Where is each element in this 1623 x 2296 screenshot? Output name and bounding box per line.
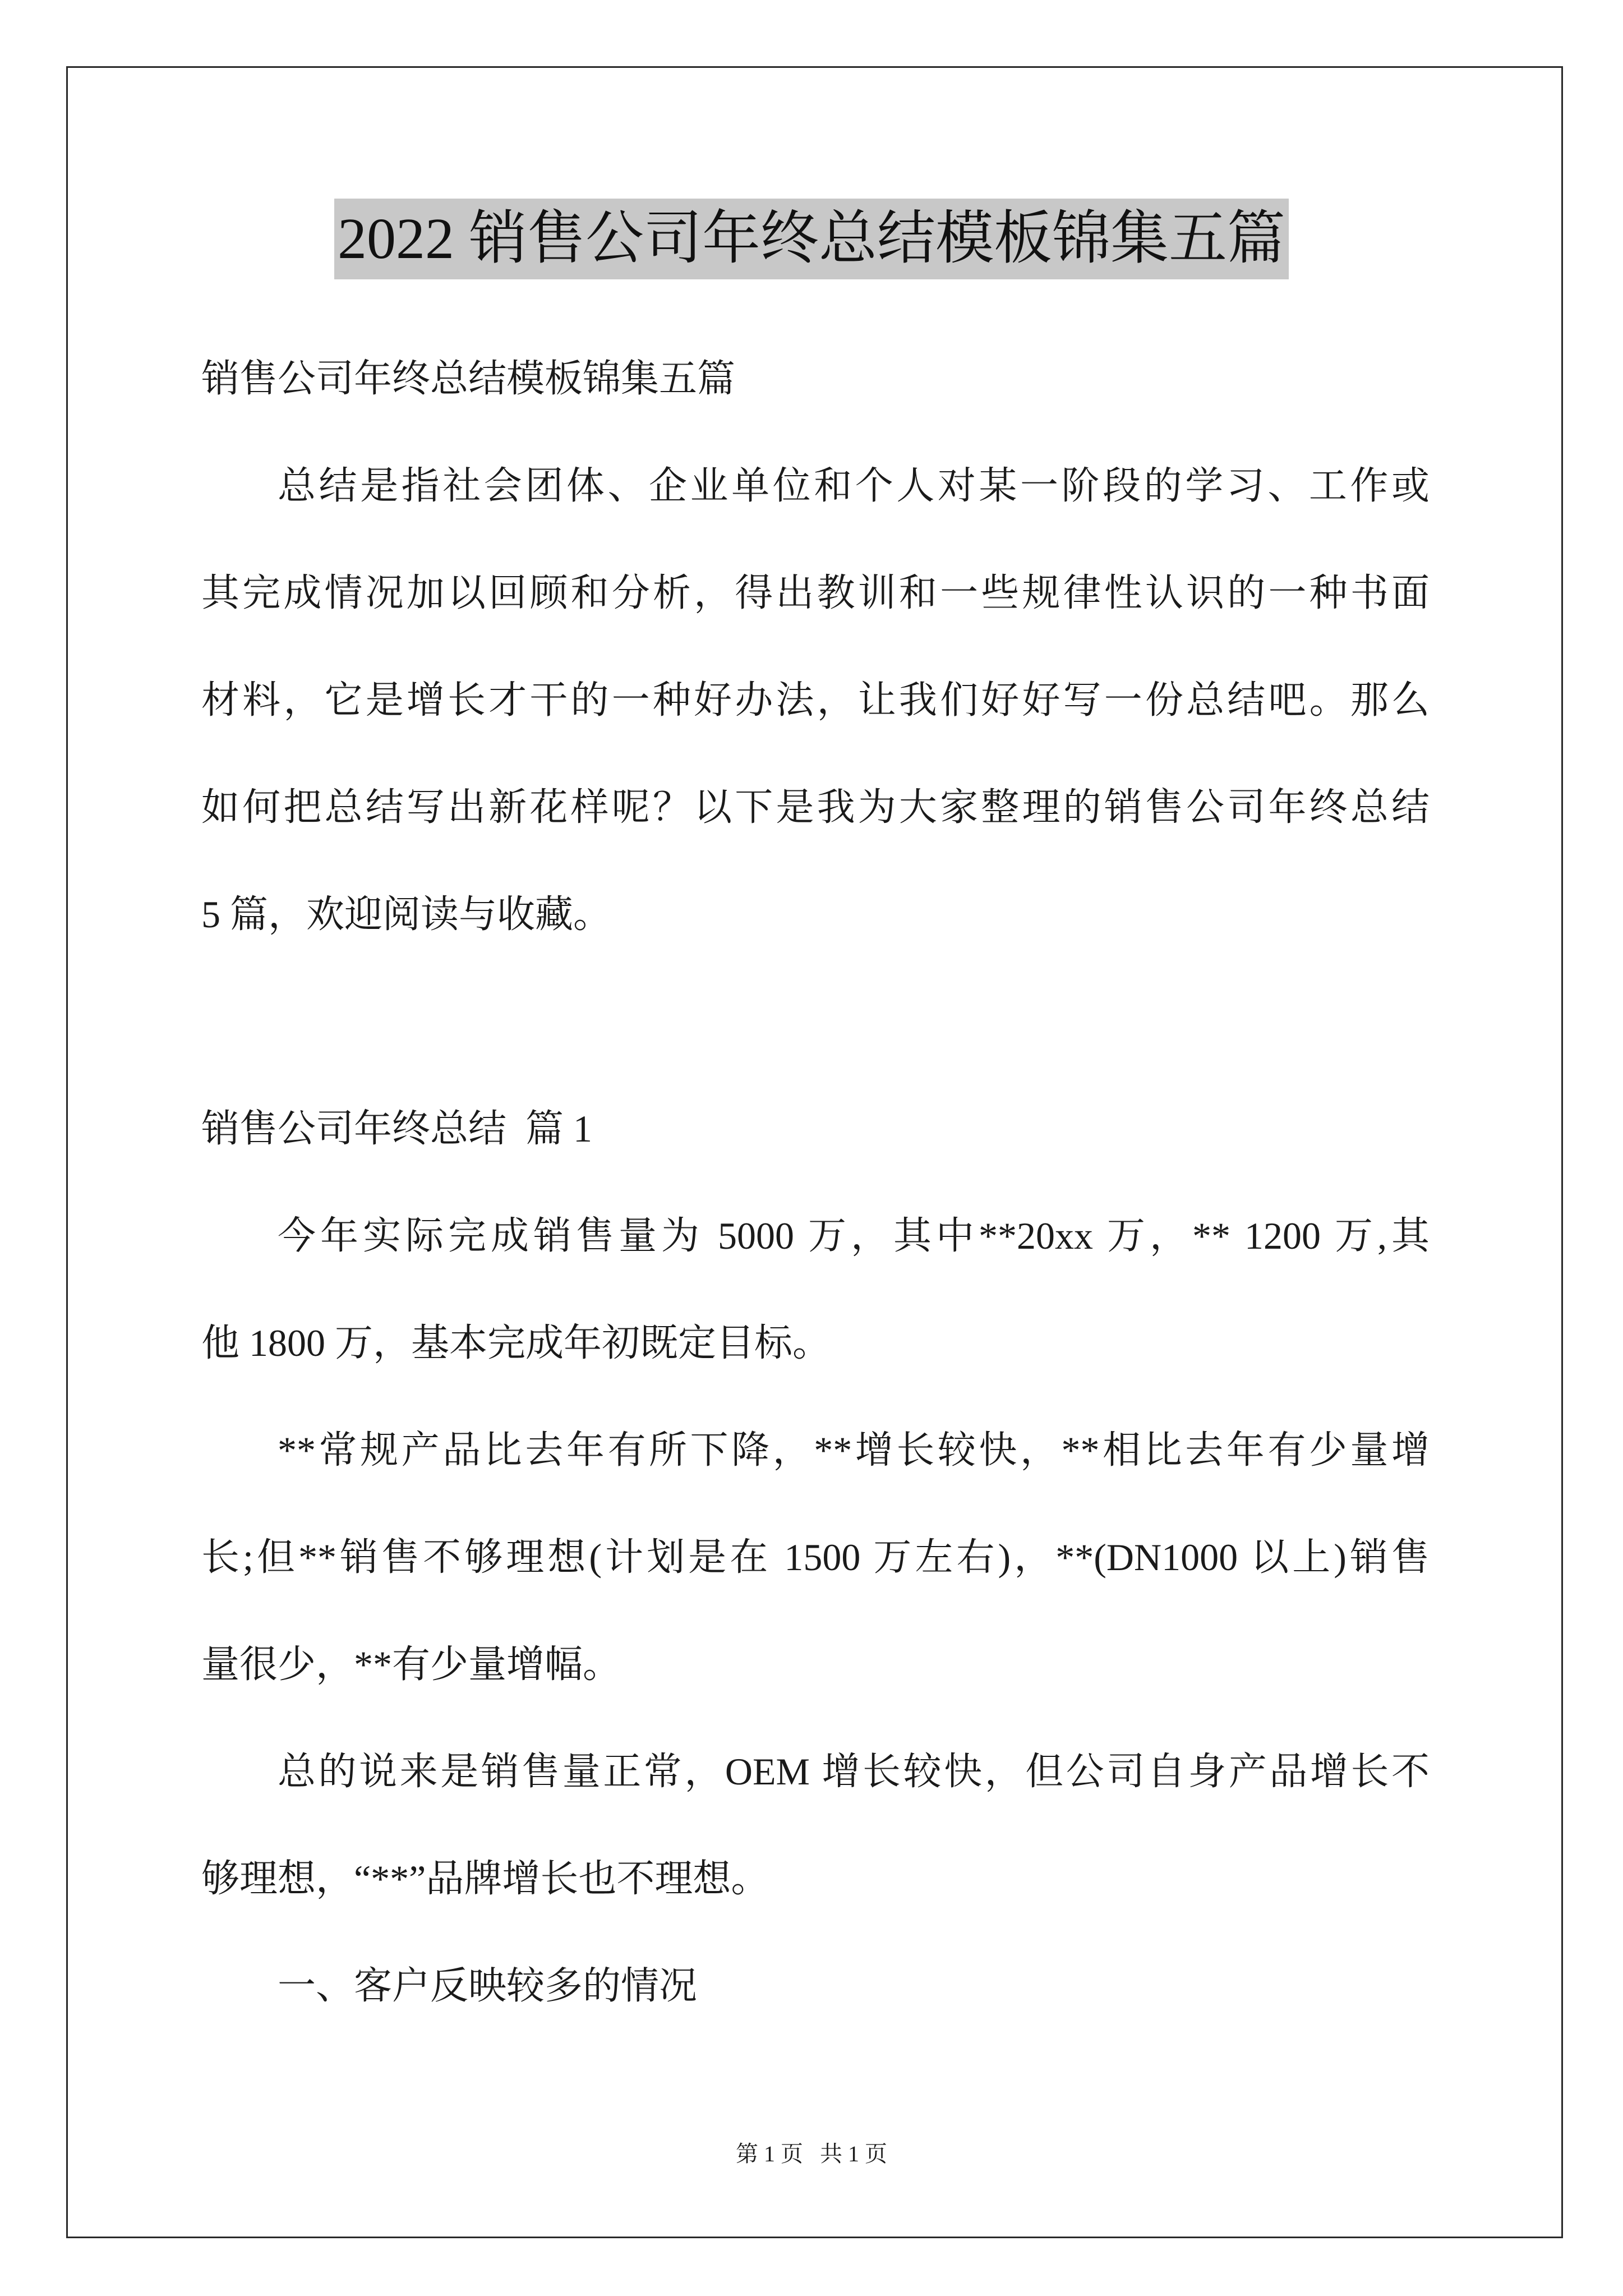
paragraph-line: 其完成情况加以回顾和分析，得出教训和一些规律性认识的一种书面 <box>201 572 1430 614</box>
page-footer: 第 1 页 共 1 页 <box>736 2141 887 2166</box>
paragraph-line: 材料，它是增长才干的一种好办法，让我们好好写一份总结吧。那么 <box>201 679 1430 721</box>
body-paragraph <box>201 1718 1430 1932</box>
paragraph-line: 他 1800 万，基本完成年初既定目标。 <box>201 1322 831 1364</box>
paragraph-line: 量很少，**有少量增幅。 <box>201 1643 621 1686</box>
paragraph-line: 总的说来是销售量正常，OEM 增长较快，但公司自身产品增长不 <box>278 1750 1430 1793</box>
paragraph-line: 5 篇，欢迎阅读与收藏。 <box>201 893 612 936</box>
body-paragraph <box>201 1932 1430 2040</box>
section-heading: 销售公司年终总结 篇 1 <box>201 1107 593 1150</box>
paragraph-line: 长;但**销售不够理想(计划是在 1500 万左右)，**(DN1000 以上)销售 <box>201 1536 1430 1579</box>
subheading-line: 一、客户反映较多的情况 <box>278 1964 698 2007</box>
document-title: 2022 销售公司年终总结模板锦集五篇 <box>334 199 1289 279</box>
paragraph-line: 够理想，“**”品牌增长也不理想。 <box>201 1857 769 1900</box>
paragraph-line: 如何把总结写出新花样呢？以下是我为大家整理的销售公司年终总结 <box>201 786 1430 829</box>
title-block <box>0 199 1623 279</box>
intro-paragraph <box>201 432 1430 968</box>
document-subtitle: 销售公司年终总结模板锦集五篇 <box>201 357 736 400</box>
body-paragraph <box>201 1182 1430 1397</box>
paragraph-line: 总结是指社会团体、企业单位和个人对某一阶段的学习、工作或 <box>278 464 1430 507</box>
paragraph-line: 今年实际完成销售量为 5000 万，其中**20xx 万，** 1200 万,其 <box>278 1214 1430 1257</box>
body-paragraph <box>201 1397 1430 1718</box>
document-body <box>201 325 1430 2040</box>
paragraph-line: **常规产品比去年有所下降，**增长较快，**相比去年有少量增 <box>278 1429 1430 1471</box>
